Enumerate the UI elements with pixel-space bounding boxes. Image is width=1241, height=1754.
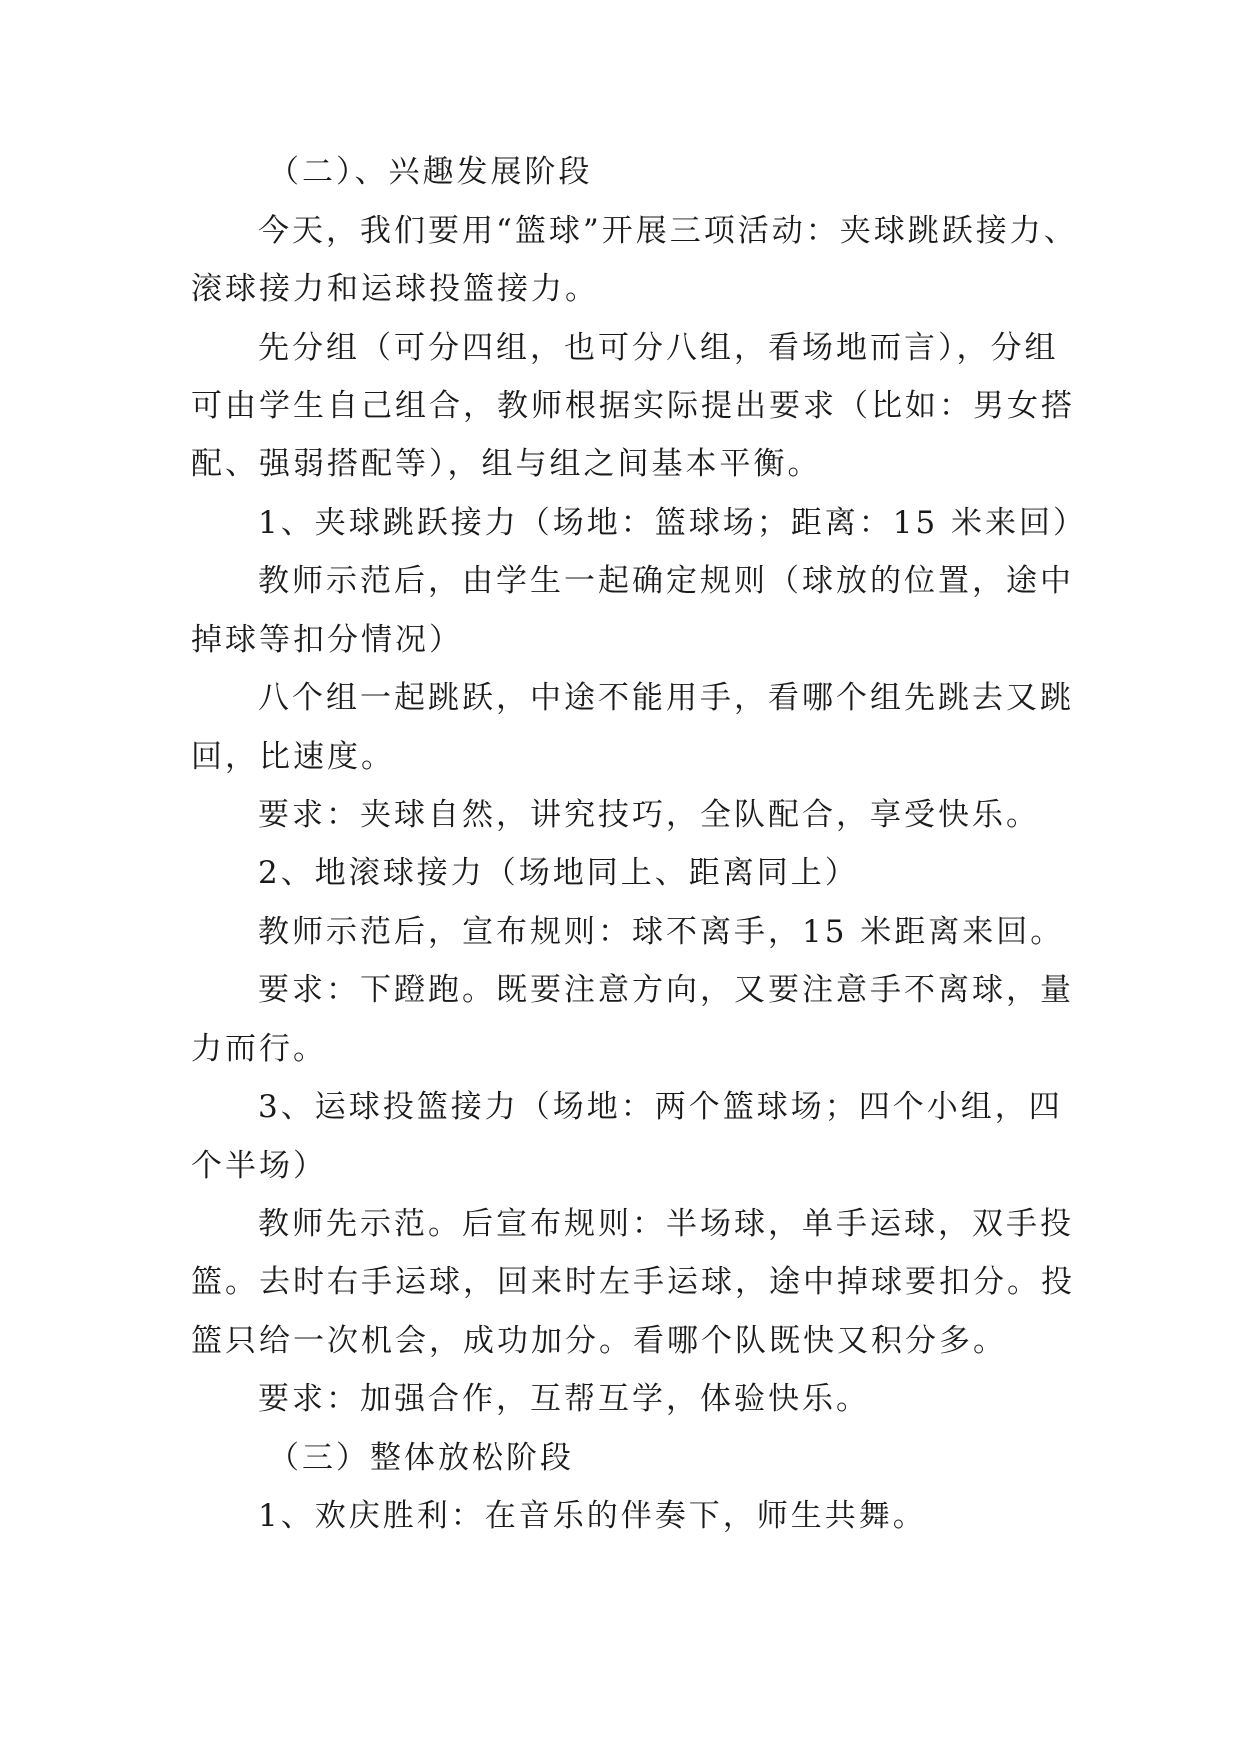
section-heading-relax: （三）整体放松阶段: [268, 1440, 574, 1476]
paragraph-line: 篮。去时右手运球，回来时左手运球，途中掉球要扣分。投: [191, 1264, 1075, 1300]
activity-heading-3: 3、运球投篮接力（场地：两个篮球场；四个小组，四: [258, 1089, 1063, 1125]
paragraph-line: 教师先示范。后宣布规则：半场球，单手运球，双手投: [258, 1206, 1074, 1242]
paragraph-line: 篮只给一次机会，成功加分。看哪个队既快又积分多。: [191, 1323, 1007, 1359]
activity-heading-2: 2、地滚球接力（场地同上、距离同上）: [258, 855, 859, 891]
paragraph-line: 八个组一起跳跃，中途不能用手，看哪个组先跳去又跳: [258, 680, 1074, 716]
activity-heading-1: 1、夹球跳跃接力（场地：篮球场；距离：15 米来回）: [258, 505, 1088, 541]
paragraph-line: 可由学生自己组合，教师根据实际提出要求（比如：男女搭: [191, 388, 1075, 424]
requirement-line: 要求：夹球自然，讲究技巧，全队配合，享受快乐。: [258, 797, 1040, 833]
paragraph-line: 力而行。: [191, 1031, 327, 1067]
section-heading-interest: （二）、兴趣发展阶段: [268, 154, 593, 190]
paragraph-line: 滚球接力和运球投篮接力。: [191, 271, 599, 307]
paragraph-line: 配、强弱搭配等），组与组之间基本平衡。: [191, 446, 822, 482]
paragraph-line: 个半场）: [191, 1148, 327, 1184]
paragraph-line: 教师示范后，由学生一起确定规则（球放的位置，途中: [258, 563, 1074, 599]
paragraph-line: 教师示范后，宣布规则：球不离手，15 米距离来回。: [258, 914, 1065, 950]
paragraph-line: 回，比速度。: [191, 739, 395, 775]
paragraph-line: 1、欢庆胜利：在音乐的伴奏下，师生共舞。: [258, 1498, 927, 1534]
requirement-line: 要求：加强合作，互帮互学，体验快乐。: [258, 1381, 870, 1417]
paragraph-line: 掉球等扣分情况）: [191, 622, 463, 658]
paragraph-line: 先分组（可分四组，也可分八组，看场地而言），分组: [258, 330, 1059, 366]
paragraph-line: 今天，我们要用“篮球”开展三项活动：夹球跳跃接力、: [258, 213, 1078, 249]
requirement-line: 要求：下蹬跑。既要注意方向，又要注意手不离球，量: [258, 972, 1074, 1008]
